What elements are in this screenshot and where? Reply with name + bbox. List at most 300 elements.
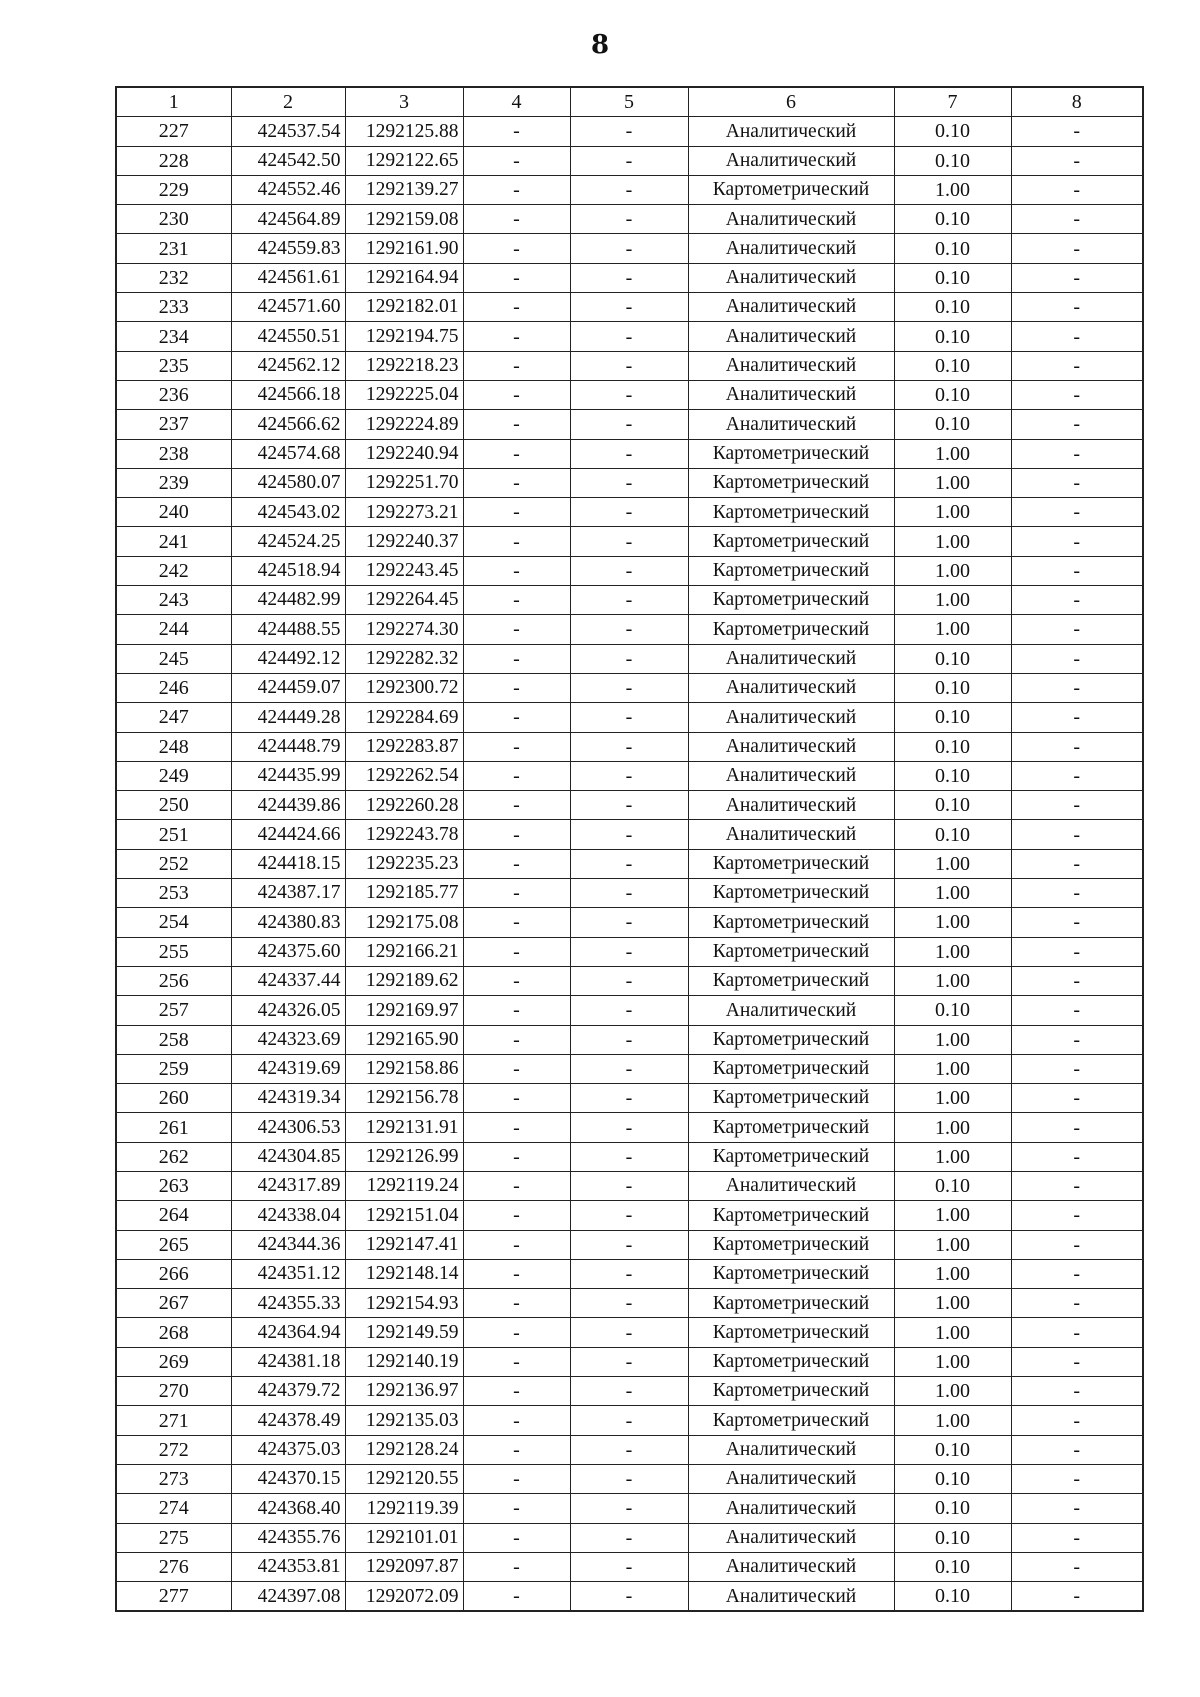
cell-point-number: 272 [116,1435,231,1464]
cell-accuracy: 0.10 [894,146,1011,175]
cell-col-8: - [1011,1464,1143,1493]
cell-y-coordinate: 1292235.23 [345,849,463,878]
cell-col-4: - [463,1552,570,1581]
cell-y-coordinate: 1292158.86 [345,1054,463,1083]
cell-accuracy: 1.00 [894,937,1011,966]
cell-col-8: - [1011,996,1143,1025]
cell-accuracy: 1.00 [894,1054,1011,1083]
cell-col-4: - [463,1171,570,1200]
cell-method: Картометрический [688,1289,894,1318]
cell-y-coordinate: 1292175.08 [345,908,463,937]
cell-point-number: 254 [116,908,231,937]
cell-col-5: - [570,439,688,468]
cell-col-8: - [1011,1054,1143,1083]
cell-accuracy: 1.00 [894,556,1011,585]
table-row [116,879,1143,908]
cell-point-number: 228 [116,146,231,175]
table-body [116,117,1143,1612]
cell-col-8: - [1011,205,1143,234]
cell-col-4: - [463,849,570,878]
cell-col-5: - [570,996,688,1025]
cell-method: Картометрический [688,849,894,878]
cell-accuracy: 1.00 [894,1025,1011,1054]
cell-col-4: - [463,1142,570,1171]
cell-point-number: 270 [116,1377,231,1406]
cell-y-coordinate: 1292101.01 [345,1523,463,1552]
cell-col-4: - [463,1318,570,1347]
table-row [116,1406,1143,1435]
cell-accuracy: 1.00 [894,1084,1011,1113]
cell-col-8: - [1011,937,1143,966]
column-header-8: 8 [1011,87,1143,117]
cell-accuracy: 1.00 [894,439,1011,468]
cell-accuracy: 1.00 [894,1259,1011,1288]
cell-accuracy: 0.10 [894,996,1011,1025]
cell-accuracy: 0.10 [894,791,1011,820]
cell-y-coordinate: 1292243.78 [345,820,463,849]
cell-accuracy: 1.00 [894,586,1011,615]
cell-method: Аналитический [688,644,894,673]
cell-y-coordinate: 1292148.14 [345,1259,463,1288]
cell-method: Аналитический [688,322,894,351]
cell-y-coordinate: 1292136.97 [345,1377,463,1406]
table-row [116,1084,1143,1113]
cell-col-5: - [570,1406,688,1435]
cell-point-number: 264 [116,1201,231,1230]
table-row [116,1289,1143,1318]
cell-method: Картометрический [688,1201,894,1230]
table-row [116,146,1143,175]
cell-col-8: - [1011,556,1143,585]
cell-col-5: - [570,205,688,234]
table-row [116,556,1143,585]
cell-x-coordinate: 424439.86 [231,791,345,820]
cell-col-5: - [570,1201,688,1230]
cell-accuracy: 0.10 [894,1523,1011,1552]
table-row [116,849,1143,878]
cell-col-4: - [463,879,570,908]
cell-y-coordinate: 1292161.90 [345,234,463,263]
cell-x-coordinate: 424448.79 [231,732,345,761]
cell-col-8: - [1011,1347,1143,1376]
cell-col-5: - [570,556,688,585]
cell-x-coordinate: 424378.49 [231,1406,345,1435]
cell-col-5: - [570,732,688,761]
cell-accuracy: 0.10 [894,732,1011,761]
table-row [116,703,1143,732]
cell-col-8: - [1011,791,1143,820]
cell-col-5: - [570,879,688,908]
table-row [116,732,1143,761]
cell-x-coordinate: 424488.55 [231,615,345,644]
cell-x-coordinate: 424552.46 [231,175,345,204]
table-row [116,1054,1143,1083]
cell-point-number: 273 [116,1464,231,1493]
cell-point-number: 271 [116,1406,231,1435]
cell-col-4: - [463,1377,570,1406]
cell-point-number: 269 [116,1347,231,1376]
cell-col-5: - [570,263,688,292]
cell-col-8: - [1011,117,1143,146]
cell-col-5: - [570,1494,688,1523]
cell-method: Картометрический [688,498,894,527]
cell-y-coordinate: 1292147.41 [345,1230,463,1259]
cell-y-coordinate: 1292182.01 [345,293,463,322]
cell-point-number: 232 [116,263,231,292]
cell-method: Картометрический [688,908,894,937]
cell-point-number: 275 [116,1523,231,1552]
cell-method: Аналитический [688,146,894,175]
cell-col-8: - [1011,644,1143,673]
cell-col-4: - [463,791,570,820]
cell-col-8: - [1011,820,1143,849]
table-row [116,1142,1143,1171]
cell-col-4: - [463,1230,570,1259]
table-row [116,644,1143,673]
cell-method: Картометрический [688,1142,894,1171]
cell-y-coordinate: 1292283.87 [345,732,463,761]
cell-col-8: - [1011,234,1143,263]
cell-col-4: - [463,703,570,732]
cell-accuracy: 0.10 [894,322,1011,351]
cell-col-5: - [570,1230,688,1259]
table-row [116,1377,1143,1406]
cell-accuracy: 1.00 [894,615,1011,644]
cell-col-8: - [1011,498,1143,527]
cell-method: Картометрический [688,1025,894,1054]
cell-col-4: - [463,1464,570,1493]
cell-y-coordinate: 1292189.62 [345,966,463,995]
column-header-4: 4 [463,87,570,117]
cell-method: Аналитический [688,996,894,1025]
cell-x-coordinate: 424353.81 [231,1552,345,1581]
cell-col-4: - [463,761,570,790]
cell-method: Картометрический [688,615,894,644]
cell-col-8: - [1011,1552,1143,1581]
table-row [116,673,1143,702]
table-row [116,1435,1143,1464]
cell-col-8: - [1011,468,1143,497]
cell-x-coordinate: 424379.72 [231,1377,345,1406]
cell-y-coordinate: 1292135.03 [345,1406,463,1435]
table-row [116,1494,1143,1523]
cell-point-number: 245 [116,644,231,673]
cell-point-number: 255 [116,937,231,966]
table-row [116,293,1143,322]
cell-col-5: - [570,146,688,175]
cell-col-8: - [1011,380,1143,409]
cell-x-coordinate: 424317.89 [231,1171,345,1200]
cell-x-coordinate: 424537.54 [231,117,345,146]
table-row [116,586,1143,615]
cell-point-number: 256 [116,966,231,995]
cell-method: Аналитический [688,234,894,263]
cell-col-8: - [1011,1435,1143,1464]
cell-method: Аналитический [688,1582,894,1612]
cell-col-4: - [463,322,570,351]
table-row [116,1318,1143,1347]
cell-y-coordinate: 1292128.24 [345,1435,463,1464]
cell-col-5: - [570,1435,688,1464]
cell-method: Аналитический [688,205,894,234]
cell-col-8: - [1011,586,1143,615]
coordinates-table [115,86,1144,1612]
cell-point-number: 259 [116,1054,231,1083]
cell-accuracy: 1.00 [894,879,1011,908]
cell-col-5: - [570,293,688,322]
table-row [116,439,1143,468]
cell-col-8: - [1011,1582,1143,1612]
cell-y-coordinate: 1292274.30 [345,615,463,644]
cell-x-coordinate: 424364.94 [231,1318,345,1347]
page-number: 8 [590,30,610,60]
cell-y-coordinate: 1292122.65 [345,146,463,175]
cell-x-coordinate: 424543.02 [231,498,345,527]
cell-y-coordinate: 1292126.99 [345,1142,463,1171]
cell-method: Картометрический [688,175,894,204]
cell-y-coordinate: 1292262.54 [345,761,463,790]
table-row [116,1464,1143,1493]
cell-accuracy: 0.10 [894,293,1011,322]
cell-col-8: - [1011,761,1143,790]
cell-col-5: - [570,586,688,615]
cell-col-4: - [463,146,570,175]
cell-col-8: - [1011,322,1143,351]
cell-x-coordinate: 424368.40 [231,1494,345,1523]
cell-col-5: - [570,1142,688,1171]
cell-col-4: - [463,468,570,497]
cell-col-4: - [463,1494,570,1523]
cell-method: Картометрический [688,468,894,497]
table-row [116,1523,1143,1552]
cell-col-4: - [463,1084,570,1113]
cell-y-coordinate: 1292151.04 [345,1201,463,1230]
cell-col-5: - [570,1318,688,1347]
cell-col-4: - [463,1582,570,1612]
cell-col-4: - [463,205,570,234]
cell-col-5: - [570,1523,688,1552]
cell-col-4: - [463,380,570,409]
cell-col-4: - [463,732,570,761]
cell-method: Аналитический [688,1435,894,1464]
cell-point-number: 266 [116,1259,231,1288]
cell-col-4: - [463,175,570,204]
cell-point-number: 236 [116,380,231,409]
cell-col-5: - [570,175,688,204]
cell-y-coordinate: 1292125.88 [345,117,463,146]
cell-col-4: - [463,996,570,1025]
cell-method: Аналитический [688,1523,894,1552]
cell-accuracy: 1.00 [894,527,1011,556]
table-row [116,1347,1143,1376]
table-row [116,1025,1143,1054]
cell-point-number: 230 [116,205,231,234]
cell-x-coordinate: 424449.28 [231,703,345,732]
table-row [116,380,1143,409]
cell-method: Аналитический [688,117,894,146]
cell-point-number: 267 [116,1289,231,1318]
cell-x-coordinate: 424319.69 [231,1054,345,1083]
cell-x-coordinate: 424559.83 [231,234,345,263]
cell-y-coordinate: 1292284.69 [345,703,463,732]
cell-col-5: - [570,615,688,644]
cell-col-8: - [1011,879,1143,908]
table-row [116,1113,1143,1142]
table-row [116,1552,1143,1581]
cell-method: Аналитический [688,1552,894,1581]
cell-col-4: - [463,1406,570,1435]
cell-col-5: - [570,1377,688,1406]
cell-col-5: - [570,644,688,673]
cell-point-number: 253 [116,879,231,908]
cell-col-8: - [1011,1201,1143,1230]
cell-accuracy: 0.10 [894,673,1011,702]
column-header-2: 2 [231,87,345,117]
cell-col-5: - [570,791,688,820]
cell-point-number: 233 [116,293,231,322]
cell-col-5: - [570,322,688,351]
cell-y-coordinate: 1292240.94 [345,439,463,468]
cell-col-4: - [463,234,570,263]
cell-accuracy: 1.00 [894,1113,1011,1142]
cell-point-number: 261 [116,1113,231,1142]
cell-x-coordinate: 424387.17 [231,879,345,908]
cell-col-4: - [463,1259,570,1288]
table-row [116,234,1143,263]
cell-x-coordinate: 424306.53 [231,1113,345,1142]
cell-method: Аналитический [688,351,894,380]
cell-accuracy: 0.10 [894,1552,1011,1581]
table-header-row [116,87,1143,117]
cell-accuracy: 0.10 [894,644,1011,673]
cell-col-5: - [570,1289,688,1318]
cell-accuracy: 1.00 [894,1230,1011,1259]
cell-y-coordinate: 1292156.78 [345,1084,463,1113]
cell-y-coordinate: 1292119.24 [345,1171,463,1200]
cell-y-coordinate: 1292119.39 [345,1494,463,1523]
cell-point-number: 248 [116,732,231,761]
cell-col-5: - [570,1084,688,1113]
cell-col-5: - [570,703,688,732]
table-row [116,820,1143,849]
cell-y-coordinate: 1292260.28 [345,791,463,820]
cell-col-8: - [1011,849,1143,878]
cell-accuracy: 1.00 [894,1347,1011,1376]
cell-y-coordinate: 1292149.59 [345,1318,463,1347]
cell-x-coordinate: 424564.89 [231,205,345,234]
cell-method: Картометрический [688,527,894,556]
cell-point-number: 260 [116,1084,231,1113]
cell-point-number: 265 [116,1230,231,1259]
cell-col-5: - [570,849,688,878]
table-row [116,761,1143,790]
cell-y-coordinate: 1292072.09 [345,1582,463,1612]
table-row [116,351,1143,380]
cell-method: Картометрический [688,1377,894,1406]
cell-x-coordinate: 424370.15 [231,1464,345,1493]
cell-col-8: - [1011,527,1143,556]
cell-col-8: - [1011,351,1143,380]
cell-y-coordinate: 1292140.19 [345,1347,463,1376]
cell-col-4: - [463,1113,570,1142]
cell-col-4: - [463,117,570,146]
cell-col-5: - [570,468,688,497]
cell-method: Аналитический [688,293,894,322]
cell-col-8: - [1011,673,1143,702]
cell-x-coordinate: 424435.99 [231,761,345,790]
cell-x-coordinate: 424524.25 [231,527,345,556]
cell-method: Аналитический [688,1464,894,1493]
cell-x-coordinate: 424571.60 [231,293,345,322]
cell-col-4: - [463,586,570,615]
cell-col-5: - [570,527,688,556]
cell-accuracy: 1.00 [894,908,1011,937]
cell-method: Аналитический [688,1171,894,1200]
cell-point-number: 229 [116,175,231,204]
cell-point-number: 244 [116,615,231,644]
cell-accuracy: 0.10 [894,234,1011,263]
cell-method: Картометрический [688,1230,894,1259]
cell-method: Картометрический [688,1054,894,1083]
cell-col-5: - [570,937,688,966]
cell-col-8: - [1011,1084,1143,1113]
cell-point-number: 247 [116,703,231,732]
cell-col-5: - [570,1259,688,1288]
cell-y-coordinate: 1292264.45 [345,586,463,615]
cell-col-5: - [570,498,688,527]
table-row [116,498,1143,527]
cell-col-8: - [1011,1025,1143,1054]
cell-x-coordinate: 424355.76 [231,1523,345,1552]
column-header-7: 7 [894,87,1011,117]
cell-col-8: - [1011,966,1143,995]
cell-point-number: 241 [116,527,231,556]
cell-col-5: - [570,234,688,263]
cell-accuracy: 1.00 [894,1406,1011,1435]
table-row [116,791,1143,820]
cell-y-coordinate: 1292225.04 [345,380,463,409]
cell-col-5: - [570,673,688,702]
cell-y-coordinate: 1292273.21 [345,498,463,527]
cell-col-8: - [1011,908,1143,937]
cell-col-8: - [1011,1113,1143,1142]
cell-point-number: 227 [116,117,231,146]
cell-method: Аналитический [688,263,894,292]
cell-x-coordinate: 424381.18 [231,1347,345,1376]
cell-col-4: - [463,1201,570,1230]
cell-col-8: - [1011,439,1143,468]
cell-col-5: - [570,820,688,849]
cell-point-number: 268 [116,1318,231,1347]
cell-col-8: - [1011,1494,1143,1523]
cell-col-5: - [570,1347,688,1376]
cell-point-number: 246 [116,673,231,702]
cell-x-coordinate: 424580.07 [231,468,345,497]
column-header-3: 3 [345,87,463,117]
table-row [116,175,1143,204]
cell-accuracy: 0.10 [894,351,1011,380]
cell-y-coordinate: 1292240.37 [345,527,463,556]
cell-x-coordinate: 424550.51 [231,322,345,351]
table-row [116,410,1143,439]
cell-point-number: 257 [116,996,231,1025]
cell-y-coordinate: 1292154.93 [345,1289,463,1318]
cell-accuracy: 1.00 [894,1142,1011,1171]
cell-method: Картометрический [688,1259,894,1288]
cell-method: Картометрический [688,879,894,908]
cell-y-coordinate: 1292120.55 [345,1464,463,1493]
table-row [116,908,1143,937]
